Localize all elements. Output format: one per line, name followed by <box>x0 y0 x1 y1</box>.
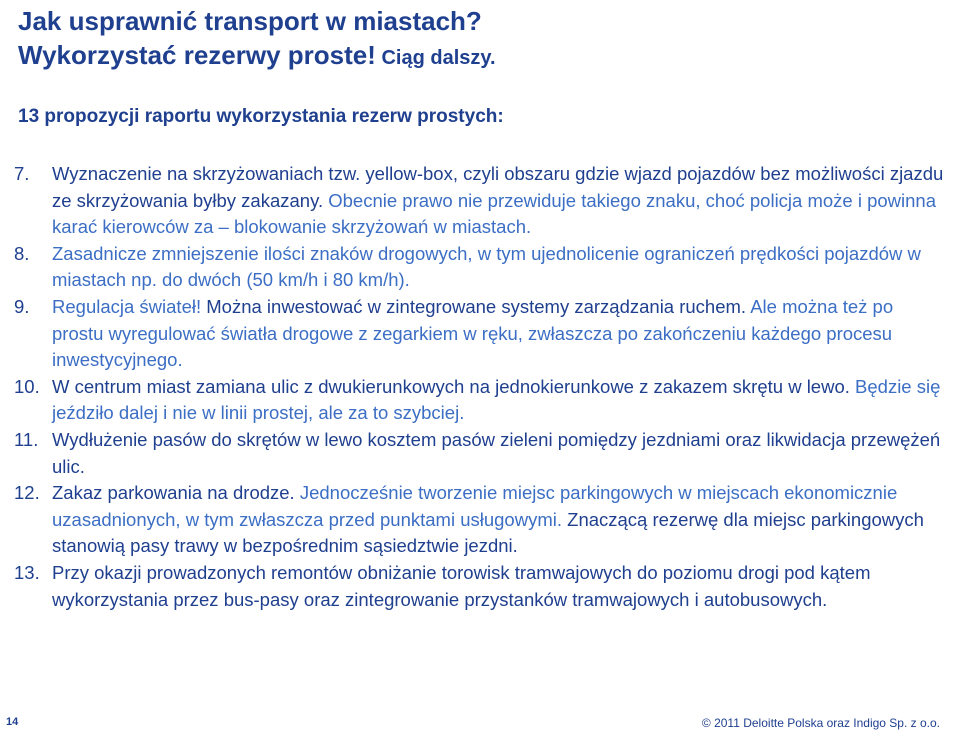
list-item-text: Zasadnicze zmniejszenie ilości znaków drogowych, w tym ujednolicenie ograniczeń prędkości pojazdów w miastach np. do dwóch (50 km/h i 80 km/h). <box>52 242 921 291</box>
title-line-1: Jak usprawnić transport w miastach? <box>18 6 482 36</box>
list-item-text: Przy okazji prowadzonych remontów obniżanie torowisk tramwajowych do poziomu drogi pod kątem wykorzystania przez bus-pasy oraz zintegrowanie przystanków tramwajowych i autobusowych. <box>52 561 871 610</box>
list-item <box>14 161 946 241</box>
list-item <box>14 427 946 480</box>
list-item-number: 7. <box>14 163 30 184</box>
list-item-text: W centrum miast zamiana ulic z dwukierunkowych na jednokierunkowe z zakazem skrętu w lewo. <box>52 375 850 397</box>
list-item-text: Będzie się jeździło dalej i nie w linii prostej, ale za to szybciej. <box>52 375 941 424</box>
list-item-number: 10. <box>14 375 40 397</box>
list-item <box>14 374 946 427</box>
list-item-number: 13. <box>14 561 40 583</box>
list-item-number: 11. <box>14 428 39 450</box>
list-item-text: Ale można też po prostu wyregulować światła drogowe z zegarkiem w ręku, zwłaszcza po zakończeniu każdego procesu inwestycyjnego. <box>52 295 894 371</box>
list-item-text: Wyznaczenie na skrzyżowaniach tzw. yellow-box, czyli obszaru gdzie wjazd pojazdów bez możliwości zjazdu ze skrzyżowania byłby zakazany. <box>52 163 944 211</box>
title-line-2-continued: Ciąg dalszy. <box>375 47 496 69</box>
list-item-number: 8. <box>14 242 30 264</box>
slide-title <box>18 4 496 75</box>
list-item <box>14 480 946 560</box>
list-item-text: Jednocześnie tworzenie miejsc parkingowych w miejscach ekonomicznie uzasadnionych, w tym zwłaszcza przed punktami usługowymi. <box>52 482 898 530</box>
list-item <box>14 241 946 294</box>
page-number: 14 <box>6 716 19 728</box>
list-item-text: Znaczącą rezerwę dla miejsc parkingowych stanowią pasy trawy w bezpośrednim sąsiedztwie jezdni. <box>52 508 924 557</box>
list-item-text: Regulacja świateł! <box>52 295 202 317</box>
list-item-text: Wydłużenie pasów do skrętów w lewo kosztem pasów zieleni pomiędzy jezdniami oraz likwidacja przewężeń ulic. <box>52 428 941 477</box>
list-item-text: Można inwestować w zintegrowane systemy zarządzania ruchem. <box>201 295 747 317</box>
title-line-2-main: Wykorzystać rezerwy proste! <box>18 40 376 70</box>
list-item <box>14 294 946 374</box>
list-item-number: 9. <box>14 295 30 317</box>
title-line-2 <box>18 38 496 75</box>
proposal-list <box>14 161 946 613</box>
copyright-notice: © 2011 Deloitte Polska oraz Indigo Sp. z o.o. <box>701 716 940 730</box>
slide-subtitle: 13 propozycji raportu wykorzystania rezerw prostych: <box>18 106 504 127</box>
list-item-text: Zakaz parkowania na drodze. <box>52 482 295 504</box>
list-item-number: 12. <box>14 482 40 504</box>
list-item <box>14 560 946 613</box>
list-item-text: Obecnie prawo nie przewiduje takiego znaku, choć policja może i powinna karać kierowców za – blokowanie skrzyżowań w miastach. <box>52 189 937 238</box>
